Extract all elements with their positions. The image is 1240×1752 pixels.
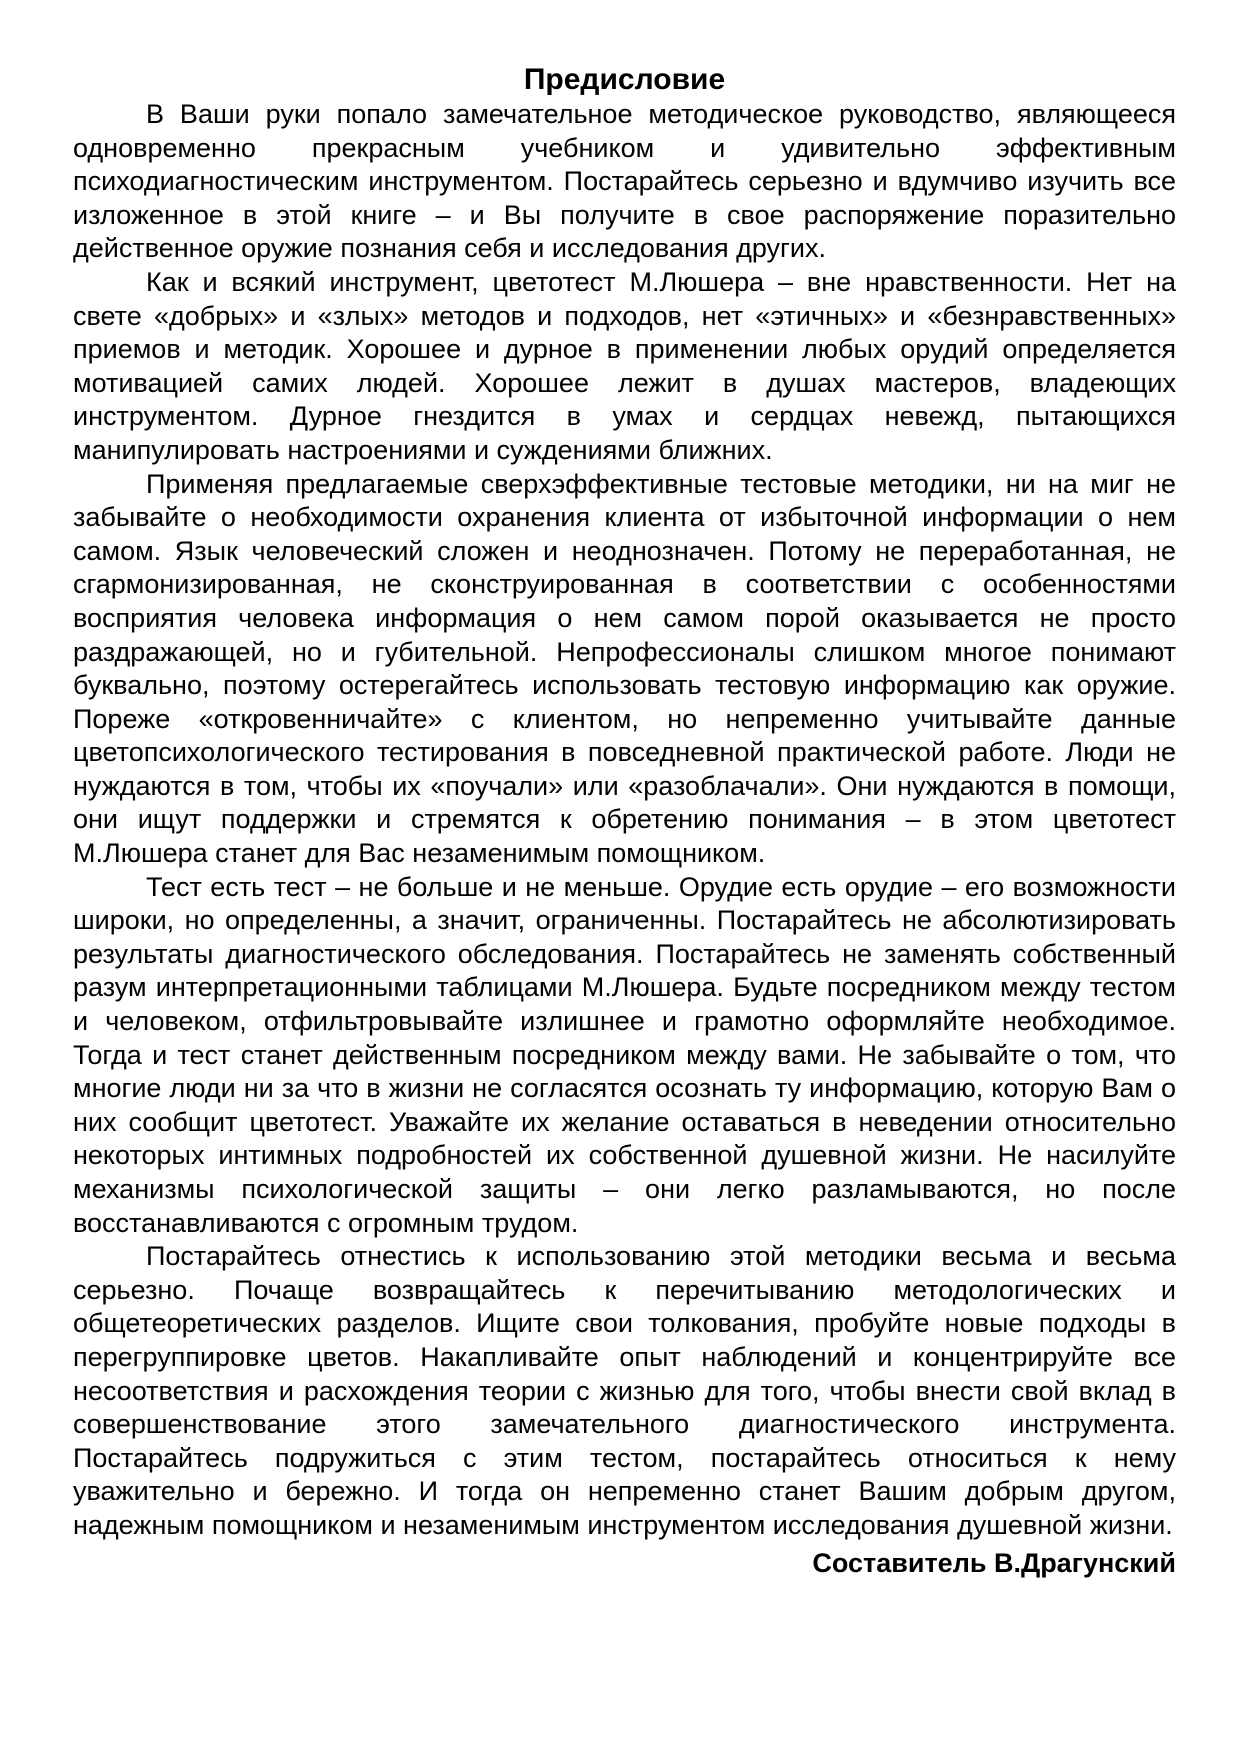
page-title: Предисловие	[523, 63, 726, 96]
author-signature: Составитель В.Драгунский	[812, 1547, 1176, 1578]
paragraph-2: Как и всякий инструмент, цветотест М.Люшера – вне нравственности. Нет на свете «добрых» и «злых» методов и подходов, нет «этичных» и «безнравственных» приемов и методик. Хорошее и дурное в применении любых орудий определяется мотивацией самих людей. Хорошее лежит в душах мастеров, владеющих инструментом. Дурное гнездится в умах и сердцах невежд, пытающихся манипулировать настроениями и суждениями ближних.	[73, 266, 1176, 465]
paragraph-4: Тест есть тест – не больше и не меньше. Орудие есть орудие – его возможности широки, но определенны, а значит, ограниченны. Постарайтесь не абсолютизировать результаты диагностического обследования. Постарайтесь не заменять собственный разум интерпретационными таблицами М.Люшера. Будьте посредником между тестом и человеком, отфильтровывайте излишнее и грамотно оформляйте необходимое. Тогда и тест станет действенным посредником между вами. Не забывайте о том, что многие люди ни за что в жизни не согласятся осознать ту информацию, которую Вам о них сообщит цветотест. Уважайте их желание оставаться в неведении относительно некоторых интимных подробностей их собственной душевной жизни. Не насилуйте механизмы психологической защиты – они легко разламываются, но после восстанавливаются с огромным трудом.	[73, 871, 1176, 1238]
document-page	[73, 62, 1176, 1581]
paragraph-5: Постарайтесь отнестись к использованию этой методики весьма и весьма серьезно. Почаще возвращайтесь к перечитыванию методологических и общетеоретических разделов. Ищите свои толкования, пробуйте новые подходы в перегруппировке цветов. Накапливайте опыт наблюдений и концентрируйте все несоответствия и расхождения теории с жизнью для того, чтобы внести свой вклад в совершенствование этого замечательного диагностического инструмента. Постарайтесь подружиться с этим тестом, постарайтесь относиться к нему уважительно и бережно. И тогда он непременно станет Вашим добрым другом, надежным помощником и незаменимым инструментом исследования душевной жизни.	[73, 1241, 1176, 1540]
paragraph-3: Применяя предлагаемые сверхэффективные тестовые методики, ни на миг не забывайте о необходимости охранения клиента от избыточной информации о нем самом. Язык человеческий сложен и неоднозначен. Потому не переработанная, не сгармонизированная, не сконструированная в соответствии с особенностями восприятия человека информация о нем самом порой оказывается не просто раздражающей, но и губительной. Непрофессионалы слишком многое понимают буквально, поэтому остерегайтесь использовать тестовую информацию как оружие. Пореже «откровенничайте» с клиентом, но непременно учитывайте данные цветопсихологического тестирования в повседневной практической работе. Люди не нуждаются в том, чтобы их «поучали» или «разоблачали». Они нуждаются в помощи, они ищут поддержки и стремятся к обретению понимания – в этом цветотест М.Люшера станет для Вас незаменимым помощником.	[73, 468, 1176, 869]
paragraph-1: В Ваши руки попало замечательное методическое руководство, являющееся одновременно прекрасным учебником и удивительно эффективным психодиагностическим инструментом. Постарайтесь серьезно и вдумчиво изучить все изложенное в этой книге – и Вы получите в свое распоряжение поразительно действенное оружие познания себя и исследования других.	[73, 99, 1176, 264]
